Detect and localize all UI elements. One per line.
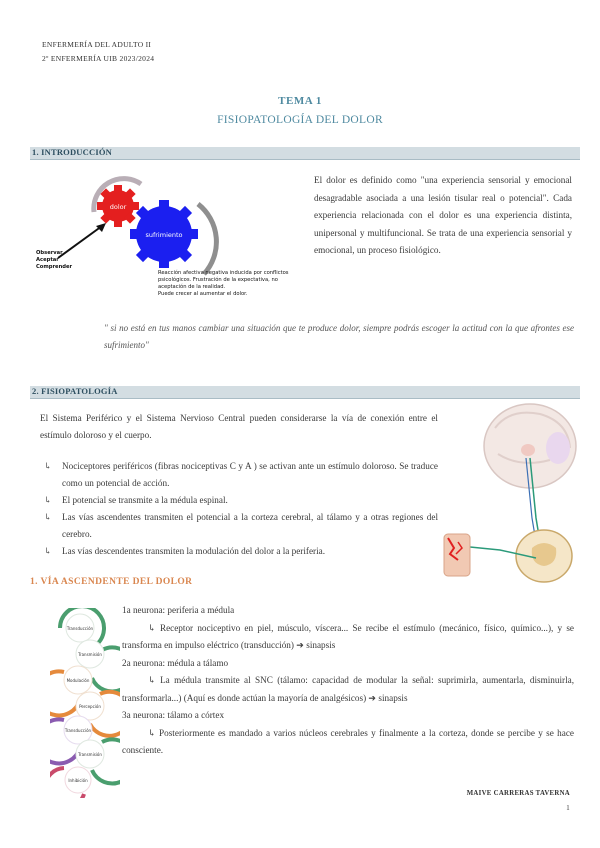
- caption-line: aceptación de la realidad.: [158, 284, 226, 290]
- list-item: ↳ El potencial se transmite a la médula espinal.: [40, 492, 438, 509]
- pain-pathway-illustration: [440, 398, 590, 588]
- page-number: 1: [566, 805, 570, 812]
- section-heading-intro: [30, 147, 580, 160]
- ascending-pathway-content: [122, 602, 574, 760]
- intro-paragraph: El dolor es definido como "una experiencia sensorial y emocional desagradable asociada a una lesión tisular real o potencial". Cada experiencia relacionada con el dolor es una experiencia distinta, unipersonal y multifuncional. Se trata de una experiencia sensorial y emocional, un proceso fisiológico.: [314, 175, 572, 255]
- svg-text:Transducción: Transducción: [66, 626, 94, 631]
- arrow-bullet-icon: ↳: [44, 546, 52, 556]
- pain-process-cycle-diagram: [50, 608, 120, 798]
- note-accept: Aceptar: [36, 257, 59, 263]
- neuron3-title: 3a neurona: tálamo a córtex: [122, 710, 225, 720]
- pain-gear-icon: [97, 185, 139, 227]
- svg-text:Transmisión: Transmisión: [78, 652, 102, 657]
- arrow-bullet-icon: ↳: [44, 495, 52, 505]
- svg-text:Modulación: Modulación: [66, 678, 90, 683]
- neuron2-description: ↳ La médula transmite al SNC (tálamo: capacidad de modular la señal: suprimirla, aumentarla, disminuirla, transformarla...) (Aquí es donde actúan la mayoría de analgésicos) ➔ sinapsis: [122, 675, 574, 703]
- arrow-bullet-icon: ↳: [148, 727, 156, 738]
- diagram-notes: [36, 250, 72, 271]
- caption-line: psicológicos. Frustración de la expectativa, no: [158, 277, 278, 283]
- cycle-step-7: [50, 767, 91, 798]
- page-title: TEMA 1: [278, 95, 322, 107]
- list-item: ↳ Las vías descendentes transmiten la modulación del dolor a la periferia.: [40, 543, 438, 560]
- svg-text:Transmisión: Transmisión: [78, 752, 102, 757]
- svg-text:Transducción: Transducción: [64, 728, 92, 733]
- arrow-bullet-icon: ↳: [148, 622, 156, 633]
- suffering-gear-label: sufrimiento: [145, 231, 183, 239]
- list-item: ↳ Nociceptores periféricos (fibras nociceptivas C y A ) se activan ante un estímulo doloroso. Se traduce como un potencial de acción.: [40, 458, 438, 492]
- caption-line: Reacción afectiva negativa inducida por conflictos: [158, 270, 289, 276]
- neuron3-description: ↳ Posteriormente es mandado a varios núcleos cerebrales y finalmente a la corteza, donde se percibe y se hace consciente.: [122, 727, 574, 755]
- caption-line: Puede crecer al aumentar el dolor.: [158, 291, 248, 297]
- footer-author: MAIVE CARRERAS TAVERNA: [466, 790, 570, 797]
- physiopathology-intro: El Sistema Periférico y el Sistema Nervioso Central pueden considerarse la vía de conexión entre el estímulo doloroso y el cuerpo.: [40, 413, 438, 440]
- doc-header-group: 2º ENFERMERÍA UIB 2023/2024: [42, 54, 155, 63]
- arrow-bullet-icon: ↳: [148, 675, 156, 685]
- physiopathology-bullet-list: [40, 458, 438, 560]
- big-gear-arc: [198, 204, 216, 274]
- note-understand: Comprender: [36, 264, 73, 270]
- arrow-bullet-icon: ↳: [44, 461, 52, 471]
- thalamus-icon: [521, 444, 535, 456]
- pain-gear-label: dolor: [109, 203, 127, 211]
- neuron1-description: ↳ Receptor nociceptivo en piel, músculo, víscera... Se recibe el estímulo (mecánico, físico, químico...), y se transforma en impulso eléctrico (transducción) ➔ sinapsis: [122, 622, 575, 650]
- diagram-caption: [158, 270, 318, 298]
- suffering-gear-icon: [130, 200, 198, 268]
- subsection-heading-ascending-pathway: 1. VÍA ASCENDENTE DEL DOLOR: [30, 577, 193, 587]
- arrow-head-icon: [96, 223, 106, 232]
- skin-tissue-icon: [444, 534, 470, 576]
- intro-quote: " si no está en tus manos cambiar una situación que te produce dolor, siempre podrás escoger la actitud con la que afrontes ese sufrimiento": [104, 323, 574, 350]
- arrow-bullet-icon: ↳: [44, 512, 52, 522]
- neuron1-title: 1a neurona: periferia a médula: [122, 605, 235, 615]
- section-heading-intro-text: 1. INTRODUCCIÓN: [32, 147, 112, 157]
- cortex-region-icon: [546, 432, 570, 464]
- pain-suffering-diagram: [36, 176, 316, 306]
- note-observe: Observar: [36, 250, 63, 256]
- section-heading-physiopathology-text: 2. FISIOPATOLOGÍA: [32, 386, 118, 396]
- doc-header-course: ENFERMERÍA DEL ADULTO II: [42, 40, 152, 49]
- list-item: ↳ Las vías ascendentes transmiten el potencial a la corteza cerebral, al tálamo y a otras regiones del cerebro.: [40, 509, 438, 543]
- neuron2-title: 2a neurona: médula a tálamo: [122, 657, 229, 668]
- svg-text:Inhibición: Inhibición: [68, 778, 88, 783]
- svg-text:Percepción: Percepción: [79, 704, 101, 709]
- page-subtitle: FISIOPATOLOGÍA DEL DOLOR: [217, 114, 383, 126]
